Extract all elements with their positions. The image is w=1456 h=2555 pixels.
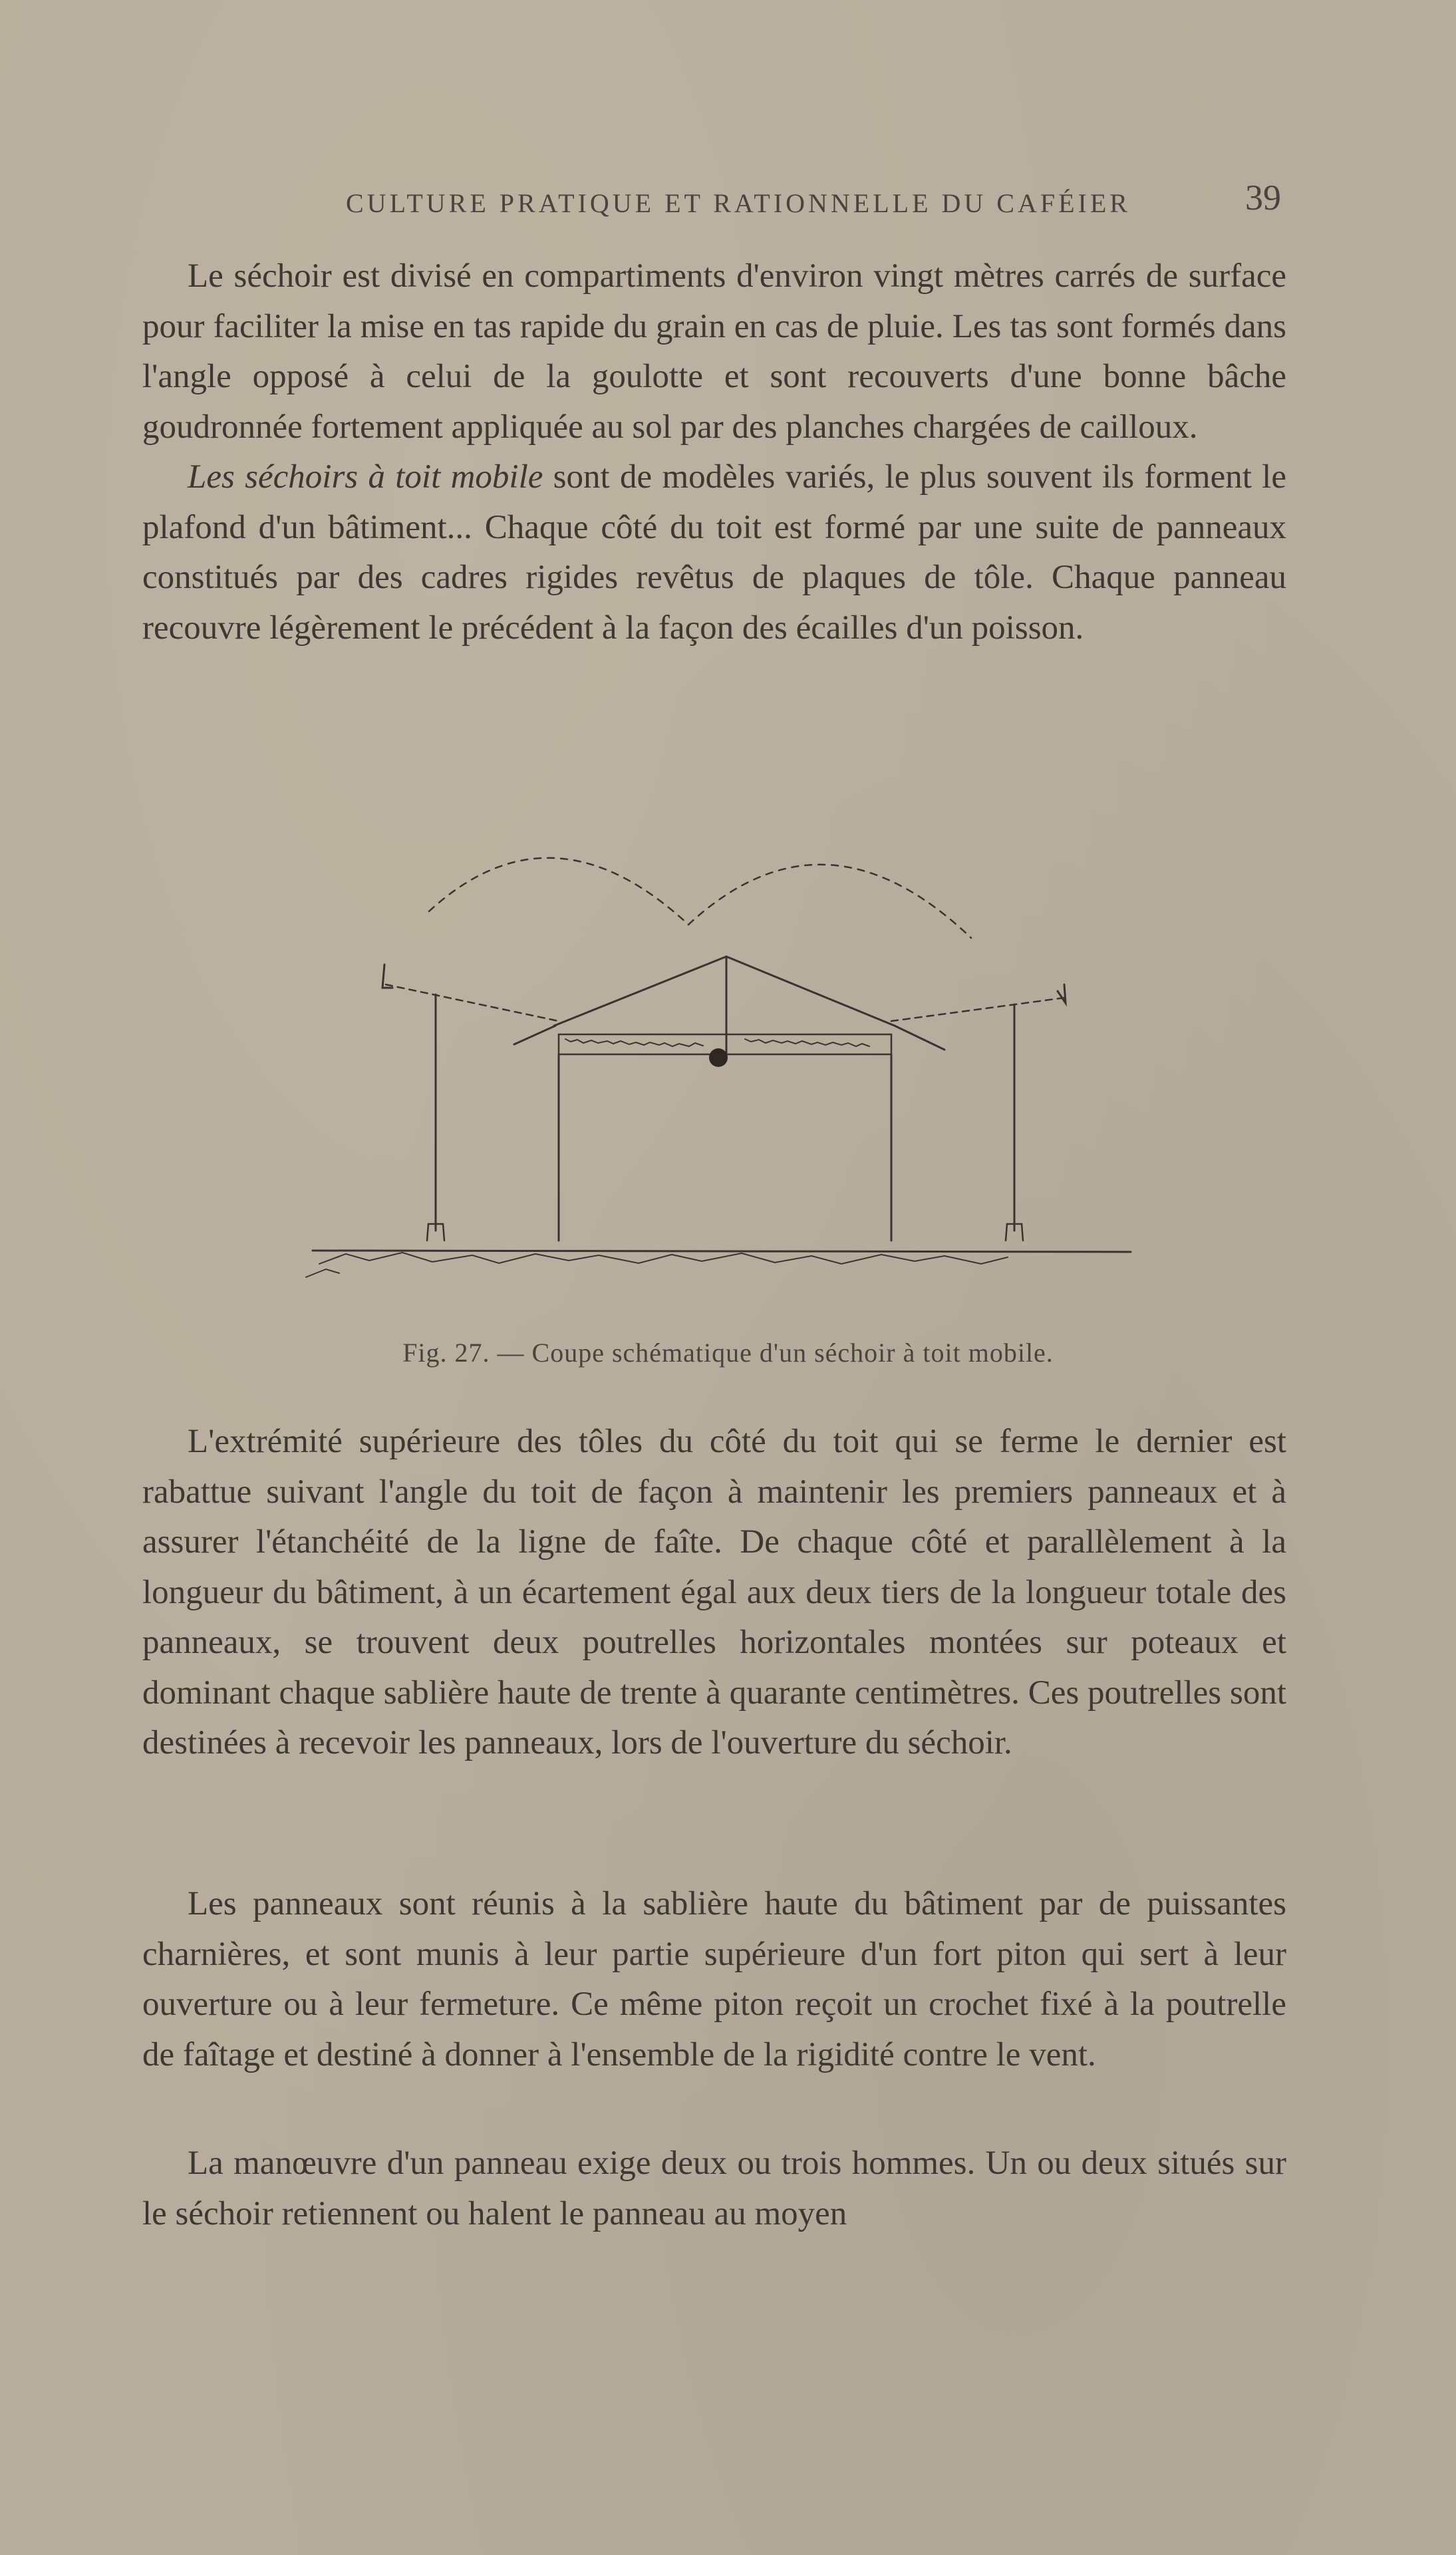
text-block-manoeuvre	[142, 2139, 1286, 2239]
italic-term: Les séchoirs à toit mobile	[188, 458, 543, 496]
page-number: 39	[1245, 178, 1281, 218]
paragraph-manoeuvre: La manœuvre d'un panneau exige deux ou trois hommes. Un ou deux situés sur le séchoir retiennent ou halent le panneau au moyen	[142, 2145, 1286, 2232]
left-open-panel	[386, 984, 559, 1021]
paragraph-panneaux-charnieres: Les panneaux sont réunis à la sablière haute du bâtiment par de puissantes charnières, et sont munis à leur partie supérieure d'un fort piton qui sert à leur ouverture ou à leur fermeture. Ce même piton reçoit un crochet fixé à la poutrelle de faîtage et destiné à donner à l'ensemble de la rigidité contre le vent.	[142, 1885, 1286, 2073]
roof-right-slope	[726, 957, 895, 1026]
figure-caption: Fig. 27. — Coupe schématique d'un séchoir à toit mobile.	[402, 1338, 1054, 1368]
paragraph-sechoir-compartiments: Le séchoir est divisé en compartiments d'environ vingt mètres carrés de surface pour faciliter la mise en tas rapide du grain en cas de pluie. Les tas sont formés dans l'angle opposé à celui de la goulotte et sont recouverts d'une bonne bâche goudronnée fortement appliquée au sol par des planches chargées de cailloux.	[142, 257, 1286, 446]
right-open-panel	[891, 998, 1064, 1021]
paragraph-toit-mobile	[142, 452, 1286, 653]
roof-left-slope	[554, 957, 726, 1026]
figure-27-diagram	[286, 805, 1171, 1304]
text-block-bottom	[142, 1417, 1286, 1769]
ridge-piton	[709, 1048, 728, 1067]
paragraph-extremite-toles: L'extrémité supérieure des tôles du côté du toit qui se ferme le dernier est rabattue suivant l'angle du toit de façon à maintenir les premiers panneaux et à assurer l'étanchéité de la ligne de faîte. De chaque côté et parallèlement à la longueur du bâtiment, à un écartement égal aux deux tiers de la longueur totale des panneaux, se trouvent deux poutrelles horizontales montées sur poteaux et dominant chaque sablière haute de trente à quarante centimètres. Ces poutrelles sont destinées à recevoir les panneaux, lors de l'ouverture du séchoir.	[142, 1423, 1286, 1761]
right-panel-arc	[688, 865, 971, 938]
paragraph-toit-mobile-text: sont de modèles variés, le plus souvent ils forment le plafond d'un bâtiment... Chaque côté du toit est formé par une suite de panneaux constitués par des cadres rigides revêtus de plaques de tôle. Chaque panneau recouvre légèrement le précédent à la façon des écailles d'un poisson.	[142, 458, 1286, 647]
text-block-charnieres	[142, 1879, 1286, 2080]
ground-line	[313, 1251, 1131, 1252]
text-block-top	[142, 251, 1286, 653]
running-head: CULTURE PRATIQUE ET RATIONNELLE DU CAFÉIER	[346, 188, 1131, 218]
left-panel-arc	[429, 858, 688, 925]
